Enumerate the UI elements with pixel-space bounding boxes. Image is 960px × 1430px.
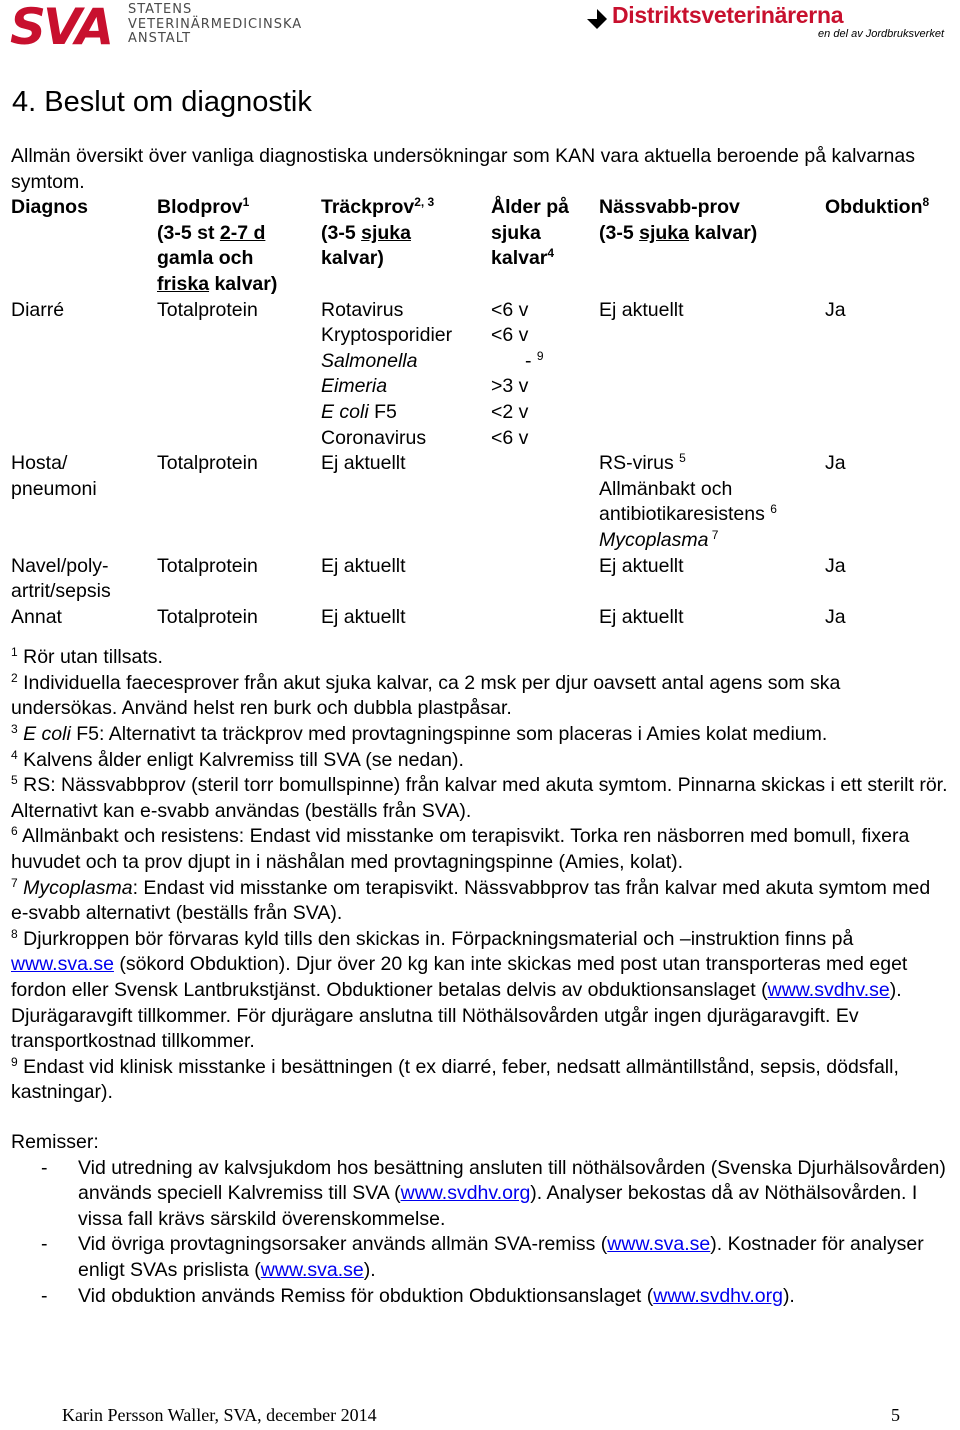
agent-name: Allmänbakt och: [599, 477, 733, 500]
footnote-text: RS: Nässvabbprov (steril torr bomullspinne) från kalvar med akuta symtom. Pinnarna skickas i ett sterilt rör. Alternativt kan e-svabb användas (beställs från SVA).: [11, 774, 948, 822]
header-trackprov: [321, 195, 491, 297]
remiss-text: Vid utredning av kalvsjukdom hos besättning ansluten till nöthälsovården (Svenska Djurhälsovården) används speciell Kalvremiss till SVA (: [78, 1156, 946, 1205]
cell-diagnos: Annat: [11, 605, 62, 628]
sva-name-line: STATENS: [128, 2, 193, 17]
footnote-number: 2: [11, 670, 18, 685]
footnote-number: 1: [11, 645, 18, 660]
header-label: Diagnos: [11, 196, 88, 219]
remiss-text: ).: [782, 1284, 795, 1307]
sva-link[interactable]: www.sva.se: [260, 1258, 364, 1281]
list-dash: -: [41, 1233, 48, 1256]
distriktsveterinarerna-logo: [586, 2, 946, 48]
cell-nassvabb: Ej aktuellt: [599, 554, 684, 577]
header-obduktion: [825, 195, 951, 297]
header-detail: gamla och: [157, 247, 254, 270]
cell-nassvabb: [599, 451, 825, 553]
diagnos-text: pneumoni: [11, 477, 97, 500]
footnote-text: Endast vid klinisk misstanke i besättningen (t ex diarré, feber, nedsatt allmäntillstånd, sepsis, dödsfall, kastningar).: [11, 1055, 899, 1104]
header-blodprov: [157, 195, 321, 297]
footnote: [11, 748, 951, 774]
footnote: [11, 824, 951, 875]
age-value: <6 v: [491, 324, 529, 347]
list-item: [11, 1232, 951, 1283]
footnote-ref: 6: [770, 502, 777, 517]
cell-obduktion: Ja: [825, 298, 846, 321]
footnote-text: : Endast vid misstanke om terapisvikt. Nässvabbprov tas från kalvar med akuta symtom med e-svabb alternativt (beställs från SVA).: [11, 876, 931, 925]
footnote-number: 9: [11, 1054, 18, 1069]
header-diagnos: [11, 195, 157, 297]
remiss-text: Vid obduktion används Remiss för obduktion Obduktionsanslaget (: [78, 1284, 654, 1307]
table-row: [11, 554, 951, 605]
dv-logo-icon: [586, 8, 608, 30]
header-label: Träckprov: [321, 196, 415, 219]
footnote-number: 7: [11, 875, 18, 890]
age-value: <6 v: [491, 426, 529, 449]
footnote: [11, 773, 951, 824]
footnote-ref: 5: [679, 451, 686, 466]
svdhv-link[interactable]: www.svdhv.org: [653, 1284, 783, 1307]
remiss-text: ). Kostnader för analyser enligt SVAs prislista (: [78, 1233, 924, 1281]
diagnos-text: Navel/poly-: [11, 554, 109, 577]
header-detail: (3-5 st: [157, 221, 220, 244]
footnote-ref: 7: [708, 527, 719, 542]
header-detail-underlined: sjuka: [361, 221, 411, 244]
footnote-text: Djurkroppen bör förvaras kyld tills den skickas in. Förpackningsmaterial och –instruktion finns på: [17, 927, 854, 950]
remiss-text: ). Analyser bekostas då av Nöthälsovården. I vissa fall krävs särskild överenskommelse.: [78, 1182, 918, 1230]
header-label: sjuka: [491, 221, 541, 244]
sva-link[interactable]: www.sva.se: [11, 953, 114, 976]
footnote: [11, 1055, 951, 1106]
agent-name: E coli: [321, 400, 369, 423]
cell-trackprov: Ej aktuellt: [321, 452, 406, 475]
cell-trackprov: Ej aktuellt: [321, 605, 406, 628]
header-label: Obduktion: [825, 196, 923, 219]
agent-name: Coronavirus: [321, 426, 427, 449]
footnote-number: 6: [11, 824, 18, 839]
agent-name: F5: [368, 400, 397, 423]
svdhv-link[interactable]: www.svdhv.org: [400, 1182, 531, 1205]
header-detail: kalvar): [688, 221, 758, 244]
footnote-text: F5: Alternativt ta träckprov med provtagningspinne som placeras i Amies kolat medium.: [70, 723, 828, 746]
header-label: kalvar: [491, 247, 548, 270]
header-detail-underlined: 2-7 d: [219, 221, 266, 244]
page-number: 5: [891, 1405, 900, 1425]
footnote-ref: 1: [242, 195, 250, 210]
agent-name: antibiotikaresistens: [599, 503, 771, 526]
age-value: <2 v: [491, 400, 529, 423]
header-label: Blodprov: [157, 196, 243, 219]
remiss-text: Vid övriga provtagningsorsaker används allmän SVA-remiss (: [78, 1233, 608, 1256]
sva-name-line: ANSTALT: [128, 31, 192, 46]
agent-name: Eimeria: [321, 375, 388, 398]
list-item: [11, 1284, 951, 1310]
footnote-text: ). Djurägaravgift tillkommer. För djurägare anslutna till Nöthälsovården utgår ingen djurägaravgift. Ev transportkostnad tillkommer.: [11, 979, 902, 1053]
agent-name: RS-virus: [599, 452, 680, 475]
footnote-number: 4: [11, 747, 18, 762]
footnote-text: Kalvens ålder enligt Kalvremiss till SVA (se nedan).: [17, 748, 464, 771]
footnote-text: (sökord Obduktion). Djur över 20 kg kan inte skickas med post utan transporteras med eget fordon eller Svensk Lantbrukstjänst. Obduktioner betalas delvis av obduktionsanslaget (: [11, 953, 908, 1001]
cell-blodprov: Totalprotein: [157, 298, 258, 321]
cell-obduktion: Ja: [825, 452, 846, 475]
list-dash: -: [41, 1284, 48, 1307]
footer-author: Karin Persson Waller, SVA, december 2014: [62, 1405, 377, 1425]
cell-nassvabb: Ej aktuellt: [599, 298, 684, 321]
diagnostics-table: [11, 195, 951, 630]
cell-alder: [491, 298, 599, 452]
agent-name: Kryptosporidier: [321, 324, 453, 347]
remisser-title: Remisser:: [11, 1130, 99, 1153]
footnote: [11, 645, 951, 671]
remisser-list: [11, 1156, 951, 1310]
cell-diagnos: [11, 451, 157, 553]
age-value: >3 v: [491, 375, 529, 398]
remisser-section: [11, 1130, 951, 1309]
list-item: [11, 1156, 951, 1233]
diagnos-text: Hosta/: [11, 452, 68, 475]
header-detail-underlined: sjuka: [639, 221, 689, 244]
agent-name: Mycoplasma: [599, 528, 709, 551]
table-row: [11, 605, 951, 631]
header-detail-underlined: friska: [157, 272, 210, 295]
remiss-text: ).: [363, 1258, 376, 1281]
intro-text: Allmän översikt över vanliga diagnostiska undersökningar som KAN vara aktuella beroende på kalvarnas symtom.: [11, 145, 915, 193]
cell-diagnos: [11, 554, 157, 605]
footnote-italic: Mycoplasma: [23, 876, 133, 899]
table-row: [11, 451, 951, 553]
footnote-ref: 4: [547, 246, 555, 261]
sva-link[interactable]: www.sva.se: [607, 1233, 711, 1256]
footnote-ref: 8: [922, 195, 930, 210]
list-dash: -: [41, 1156, 48, 1179]
header-detail: (3-5: [321, 221, 362, 244]
agent-name: Rotavirus: [321, 298, 404, 321]
footnote: [11, 927, 951, 1055]
page-title: 4. Beslut om diagnostik: [12, 86, 312, 118]
diagnos-text: artrit/sepsis: [11, 580, 111, 603]
footnote-ref: 2, 3: [414, 195, 435, 210]
document-body: [11, 84, 951, 1309]
cell-blodprov: Totalprotein: [157, 452, 258, 475]
page-header: [0, 0, 960, 60]
header-label: Ålder på: [491, 196, 570, 219]
cell-obduktion: Ja: [825, 554, 846, 577]
sva-logo-name: [128, 3, 302, 47]
age-value: -: [525, 349, 537, 372]
dv-name: Distriktsveterinärerna: [612, 2, 844, 28]
footnote-number: 3: [11, 722, 18, 737]
header-label: Nässvabb-prov: [599, 196, 740, 219]
svdhv-link[interactable]: www.svdhv.se: [767, 979, 890, 1001]
header-alder: [491, 195, 599, 297]
footnote: [11, 722, 951, 748]
cell-diagnos: Diarré: [11, 298, 65, 321]
footnote-text: Rör utan tillsats.: [17, 646, 163, 669]
header-nassvabb: [599, 195, 825, 297]
footnote-number: 5: [11, 773, 18, 788]
cell-obduktion: Ja: [825, 605, 846, 628]
agent-name: Salmonella: [321, 349, 418, 372]
footnote: [11, 876, 951, 927]
sva-name-line: VETERINÄRMEDICINSKA: [128, 16, 303, 32]
footnote-italic: E coli: [23, 723, 71, 746]
age-value: <6 v: [491, 298, 529, 321]
footnote-number: 8: [11, 926, 18, 941]
sva-logo-mark: SVA: [10, 0, 112, 56]
footnote-text: Individuella faecesprover från akut sjuka kalvar, ca 2 msk per djur oavsett antal agens som ska undersökas. Använd helst ren burk och dubbla plastpåsar.: [11, 671, 841, 720]
footnotes: [11, 645, 951, 1106]
dv-subtitle: en del av Jordbruksverket: [818, 28, 944, 40]
cell-nassvabb: Ej aktuellt: [599, 605, 684, 628]
table-header-row: [11, 195, 951, 297]
footnote-ref: 9: [536, 348, 544, 363]
header-detail: kalvar): [321, 247, 384, 270]
cell-blodprov: Totalprotein: [157, 554, 258, 577]
table-row: [11, 298, 951, 452]
cell-trackprov: Ej aktuellt: [321, 554, 406, 577]
footnote-text: Allmänbakt och resistens: Endast vid misstanke om terapisvikt. Torka ren näsborren med bomull, fixera huvudet och ta prov djupt in i näshålan med provtagningspinne (Amies, kolat).: [11, 825, 910, 874]
footnote: [11, 671, 951, 722]
header-detail: (3-5: [599, 221, 640, 244]
cell-trackprov: [321, 298, 491, 452]
header-detail: kalvar): [209, 272, 278, 295]
cell-blodprov: Totalprotein: [157, 605, 258, 628]
